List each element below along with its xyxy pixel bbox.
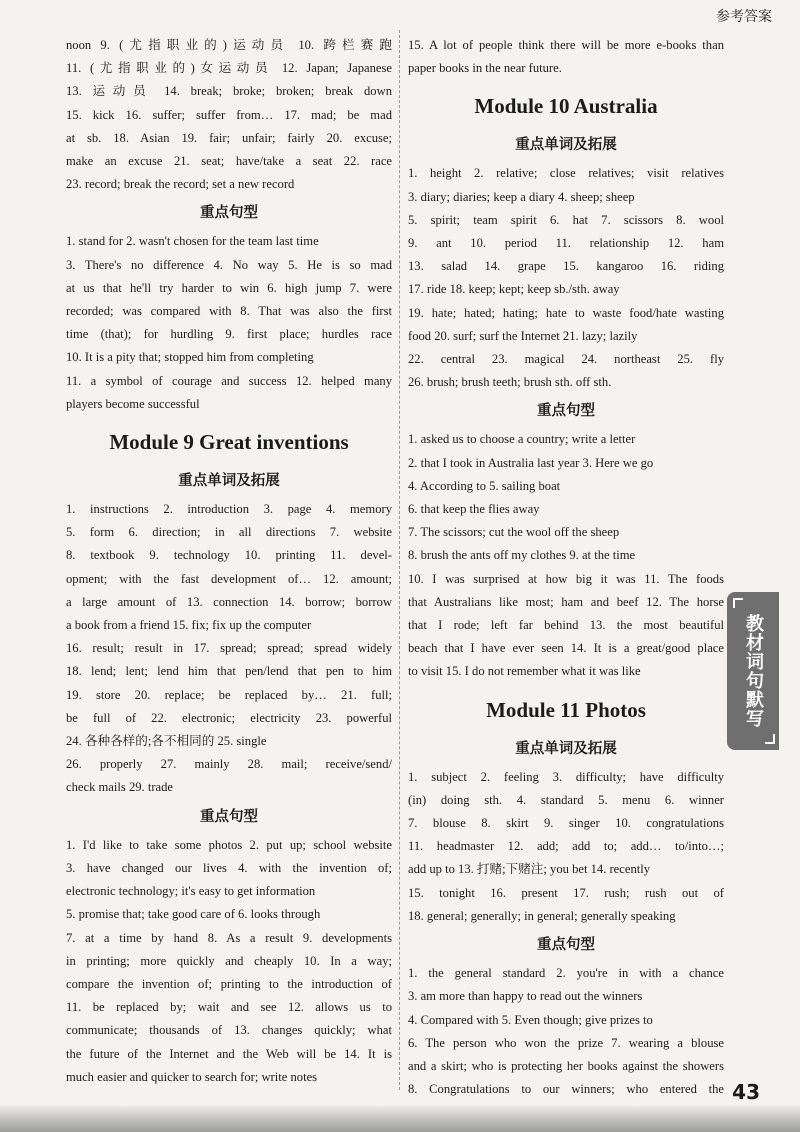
- answer-line: 1. height 2. relative; close relatives; visit relatives: [408, 166, 724, 181]
- section-heading: 重点单词及拓展: [515, 740, 617, 757]
- header-label: 参考答案: [716, 9, 772, 25]
- answer-line: 16. result; result in 17. spread; spread; spread widely: [66, 641, 392, 656]
- answer-line: 18. lend; lent; lend him that pen/lend that pen to him: [66, 664, 392, 679]
- answer-line: 8. Congratulations to our winners; who entered the: [408, 1082, 724, 1097]
- answer-line: in printing; more quickly and cheaply 10. In a way;: [66, 953, 392, 968]
- answer-line: 1. stand for 2. wasn't chosen for the team last time: [66, 234, 319, 249]
- answer-line: paper books in the near future.: [408, 61, 562, 76]
- answer-line: 11. headmaster 12. add; add to; add… to/into…;: [408, 839, 724, 854]
- left-column: [66, 34, 392, 1089]
- answer-line: much easier and quicker to search for; write notes: [66, 1069, 318, 1084]
- answer-line: a book from a friend 15. fix; fix up the computer: [66, 618, 312, 633]
- answer-line: 1. the general standard 2. you're in with a chance: [408, 966, 724, 981]
- answer-line: 15. tonight 16. present 17. rush; rush out of: [408, 885, 724, 900]
- right-column: [408, 34, 724, 1101]
- answer-line: recorded; was compared with 8. That was also the first: [66, 304, 392, 319]
- answer-line: that I rode; left far behind 13. the most beautiful: [408, 618, 724, 633]
- answer-line: 3. There's no difference 4. No way 5. He is so mad: [66, 257, 392, 272]
- answer-line: that Australians like most; ham and beef 12. The horse: [408, 594, 724, 609]
- answer-line: 1. subject 2. feeling 3. difficulty; have difficulty: [408, 769, 724, 784]
- answer-line: 15. kick 16. suffer; suffer from… 17. mad; be mad: [66, 107, 392, 122]
- answer-line: 26. brush; brush teeth; brush sth. off sth.: [408, 375, 612, 390]
- answer-line: 24. 各种各样的;各不相同的 25. single: [66, 734, 267, 749]
- answer-line: 19. hate; hated; hating; hate to waste food/hate wasting: [408, 305, 724, 320]
- scan-edge-shadow: [0, 1106, 800, 1132]
- section-heading: 重点单词及拓展: [515, 137, 617, 154]
- answer-line: 13. salad 14. grape 15. kangaroo 16. riding: [408, 259, 724, 274]
- answer-line: 11. (尤指职业的)女运动员 12. Japan; Japanese: [66, 61, 392, 76]
- answer-line: at sb. 18. Asian 19. fair; unfair; fairly 20. excuse;: [66, 130, 392, 145]
- column-divider: [399, 30, 400, 1090]
- side-tab-corner-mark: [733, 598, 743, 608]
- answer-line: opment; with the fast development of… 12. amount;: [66, 571, 392, 586]
- answer-line: 5. spirit; team spirit 6. hat 7. scissors 8. wool: [408, 212, 724, 227]
- page-number: 43: [732, 1080, 760, 1104]
- section-heading: 重点句型: [200, 808, 258, 825]
- answer-line: (in) doing sth. 4. standard 5. menu 6. winner: [408, 792, 724, 807]
- answer-line: communicate; thousands of 13. changes quickly; what: [66, 1023, 392, 1038]
- answer-line: 4. Compared with 5. Even though; give prizes to: [408, 1012, 653, 1027]
- answer-line: compare the invention of; printing to the introduction of: [66, 976, 392, 991]
- answer-line: time (that); for hurdling 9. first place; hurdles race: [66, 327, 392, 342]
- answer-line: 22. central 23. magical 24. northeast 25. fly: [408, 352, 724, 367]
- answer-line: the future of the Internet and the Web will be 14. It is: [66, 1046, 392, 1061]
- answer-line: check mails 29. trade: [66, 780, 174, 795]
- answer-line: 7. blouse 8. skirt 9. singer 10. congratulations: [408, 816, 724, 831]
- answer-line: electronic technology; it's easy to get information: [66, 884, 316, 899]
- answer-line: 1. asked us to choose a country; write a letter: [408, 432, 636, 447]
- answer-line: 1. I'd like to take some photos 2. put up; school website: [66, 837, 392, 852]
- answer-line: 7. at a time by hand 8. As a result 9. developments: [66, 930, 392, 945]
- answer-line: make an excuse 21. seat; have/take a seat 22. race: [66, 154, 392, 169]
- answer-line: noon 9. (尤指职业的)运动员 10. 跨栏赛跑: [66, 38, 392, 52]
- section-heading: 重点单词及拓展: [178, 473, 280, 490]
- answer-line: 23. record; break the record; set a new record: [66, 177, 295, 192]
- answer-line: add up to 13. 打赌;下赌注; you bet 14. recently: [408, 862, 651, 877]
- section-heading: 重点句型: [200, 205, 258, 222]
- answer-line: 19. store 20. replace; be replaced by… 21. full;: [66, 687, 392, 702]
- section-heading: 重点句型: [537, 403, 595, 420]
- answer-line: 18. general; generally; in general; generally speaking: [408, 908, 676, 923]
- answer-line: 17. ride 18. keep; kept; keep sb./sth. away: [408, 282, 620, 297]
- answer-line: be full of 22. electronic; electricity 23. powerful: [66, 710, 392, 725]
- answer-line: 8. brush the ants off my clothes 9. at the time: [408, 548, 636, 563]
- side-tab: [727, 592, 779, 750]
- module-heading: Module 9 Great inventions: [109, 430, 349, 455]
- answer-line: beach that I have ever seen 14. It is a great/good place: [408, 641, 724, 656]
- answer-line: 4. According to 5. sailing boat: [408, 478, 561, 493]
- answer-line: 2. that I took in Australia last year 3. Here we go: [408, 455, 654, 470]
- answer-line: 10. It is a pity that; stopped him from completing: [66, 350, 314, 365]
- answer-line: 5. form 6. direction; in all directions 7. website: [66, 525, 392, 540]
- answer-line: 7. The scissors; cut the wool off the sheep: [408, 525, 620, 540]
- answer-line: 11. be replaced by; wait and see 12. allows us to: [66, 1000, 392, 1015]
- module-heading: Module 10 Australia: [474, 94, 658, 119]
- answer-line: 10. I was surprised at how big it was 11. The foods: [408, 571, 724, 586]
- answer-line: 5. promise that; take good care of 6. looks through: [66, 907, 321, 922]
- answer-line: food 20. surf; surf the Internet 21. lazy; lazily: [408, 328, 638, 343]
- answer-line: 3. diary; diaries; keep a diary 4. sheep; sheep: [408, 189, 635, 204]
- answer-line: 3. am more than happy to read out the winners: [408, 989, 643, 1004]
- section-heading: 重点句型: [537, 937, 595, 954]
- answer-line: 1. instructions 2. introduction 3. page 4. memory: [66, 502, 392, 517]
- side-tab-corner-mark: [765, 734, 775, 744]
- answer-line: 8. textbook 9. technology 10. printing 11. devel-: [66, 548, 392, 563]
- answer-line: 6. The person who won the prize 7. wearing a blouse: [408, 1035, 724, 1050]
- answer-line: at us that he'll try harder to win 6. high jump 7. were: [66, 280, 392, 295]
- side-tab-label: 教材词句默写: [743, 614, 764, 728]
- answer-line: and a skirt; who is protecting her books against the showers: [408, 1058, 724, 1073]
- answer-line: 11. a symbol of courage and success 12. helped many: [66, 373, 392, 388]
- answer-line: to visit 15. I do not remember what it was like: [408, 664, 641, 679]
- answer-line: 6. that keep the flies away: [408, 502, 540, 517]
- answer-line: 9. ant 10. period 11. relationship 12. ham: [408, 236, 724, 251]
- answer-line: players become successful: [66, 396, 200, 411]
- answer-line: 3. have changed our lives 4. with the invention of;: [66, 860, 392, 875]
- module-heading: Module 11 Photos: [486, 697, 646, 722]
- answer-line: a large amount of 13. connection 14. borrow; borrow: [66, 594, 392, 609]
- answer-line: 26. properly 27. mainly 28. mail; receive/send/: [66, 757, 392, 772]
- answer-line: 15. A lot of people think there will be more e-books than: [408, 38, 724, 52]
- answer-line: 13. 运动员 14. break; broke; broken; break down: [66, 84, 392, 99]
